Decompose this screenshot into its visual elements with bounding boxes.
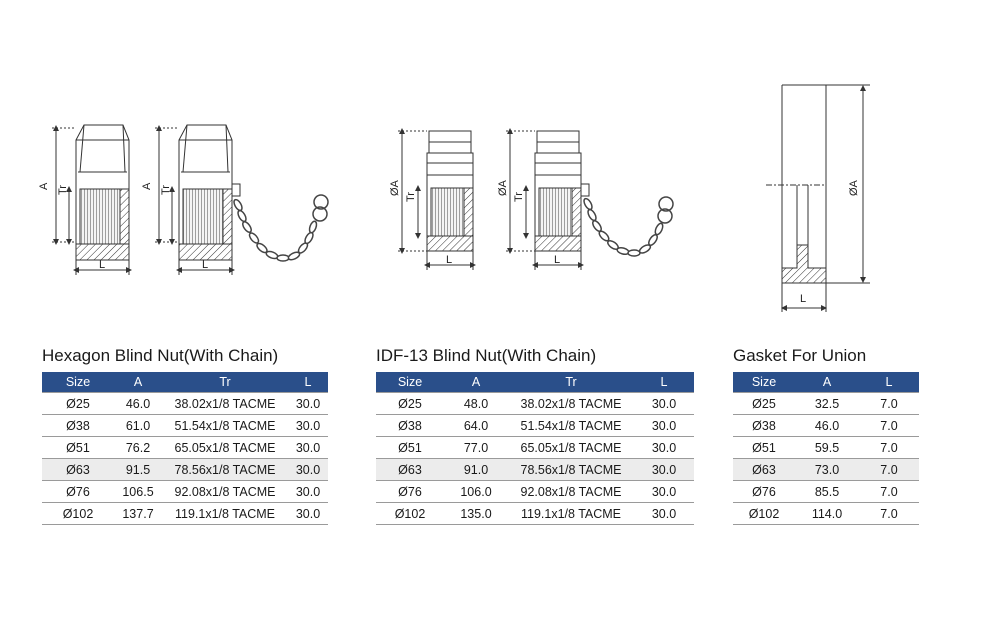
- hexagon-nut-drawing: [52, 125, 129, 275]
- cell: 73.0: [795, 459, 859, 481]
- cell: Ø102: [42, 503, 114, 525]
- column-header-a: A: [114, 372, 162, 393]
- cell: 65.05x1/8 TACME: [162, 437, 288, 459]
- cell: 77.0: [444, 437, 508, 459]
- cell: 7.0: [859, 503, 919, 525]
- table-row: [733, 503, 919, 525]
- gasket-table-section: [733, 346, 919, 525]
- cell: Ø38: [376, 415, 444, 437]
- dim-a-label-2: A: [141, 182, 153, 190]
- dim-tr-label-1: Tr: [57, 185, 69, 195]
- column-header-size: Size: [733, 372, 795, 393]
- table-row: [42, 437, 328, 459]
- cell: Ø51: [733, 437, 795, 459]
- table-header-row: [376, 372, 694, 393]
- table-header-row: [42, 372, 328, 393]
- table-row: [376, 459, 694, 481]
- table-row: [376, 437, 694, 459]
- cell: 7.0: [859, 393, 919, 415]
- cell: Ø38: [42, 415, 114, 437]
- column-header-l: L: [634, 372, 694, 393]
- cell: 78.56x1/8 TACME: [162, 459, 288, 481]
- cell: 65.05x1/8 TACME: [508, 437, 634, 459]
- cell: 106.5: [114, 481, 162, 503]
- column-header-tr: Tr: [162, 372, 288, 393]
- idf-nut-table: [376, 372, 694, 525]
- cell: 61.0: [114, 415, 162, 437]
- hexagon-nut-table: [42, 372, 328, 525]
- cell: 119.1x1/8 TACME: [162, 503, 288, 525]
- cell: 76.2: [114, 437, 162, 459]
- cell: 92.08x1/8 TACME: [508, 481, 634, 503]
- cell: 46.0: [114, 393, 162, 415]
- cell: 30.0: [634, 437, 694, 459]
- cell: 106.0: [444, 481, 508, 503]
- gasket-table: [733, 372, 919, 525]
- table-row: [733, 481, 919, 503]
- cell: 32.5: [795, 393, 859, 415]
- dim-tr-label-4: Tr: [513, 192, 525, 202]
- cell: 30.0: [634, 503, 694, 525]
- idf-nut-chain-drawing: [506, 131, 673, 270]
- cell: Ø25: [42, 393, 114, 415]
- cell: Ø51: [42, 437, 114, 459]
- cell: 119.1x1/8 TACME: [508, 503, 634, 525]
- dim-l-label-1: L: [99, 259, 106, 271]
- table-row: [42, 393, 328, 415]
- dim-l-label-5: L: [800, 293, 807, 305]
- cell: 30.0: [634, 393, 694, 415]
- dim-dia-a-label-1: ØA: [389, 180, 401, 196]
- gasket-drawing: [766, 85, 870, 312]
- dim-l-label-2: L: [202, 259, 209, 271]
- table-row: [42, 459, 328, 481]
- cell: Ø76: [376, 481, 444, 503]
- cell: 30.0: [288, 503, 328, 525]
- dim-l-label-3: L: [446, 254, 453, 266]
- cell: 7.0: [859, 459, 919, 481]
- cell: Ø38: [733, 415, 795, 437]
- cell: Ø63: [376, 459, 444, 481]
- cell: 30.0: [288, 459, 328, 481]
- cell: 30.0: [634, 459, 694, 481]
- cell: 51.54x1/8 TACME: [162, 415, 288, 437]
- cell: 30.0: [634, 481, 694, 503]
- cell: Ø25: [376, 393, 444, 415]
- column-header-tr: Tr: [508, 372, 634, 393]
- cell: 30.0: [634, 415, 694, 437]
- cell: Ø102: [733, 503, 795, 525]
- cell: Ø63: [733, 459, 795, 481]
- cell: 30.0: [288, 437, 328, 459]
- column-header-a: A: [795, 372, 859, 393]
- cell: Ø63: [42, 459, 114, 481]
- cell: 91.0: [444, 459, 508, 481]
- cell: Ø76: [42, 481, 114, 503]
- cell: 92.08x1/8 TACME: [162, 481, 288, 503]
- hexagon-nut-chain-drawing: [155, 125, 328, 275]
- column-header-size: Size: [376, 372, 444, 393]
- table-row: [733, 393, 919, 415]
- cell: 135.0: [444, 503, 508, 525]
- hexagon-nut-table-section: [42, 346, 328, 525]
- cell: Ø76: [733, 481, 795, 503]
- idf-nut-table-title: IDF-13 Blind Nut(With Chain): [376, 346, 597, 365]
- table-row: [42, 415, 328, 437]
- idf-nut-table-section: [376, 346, 694, 525]
- cell: 7.0: [859, 437, 919, 459]
- column-header-l: L: [288, 372, 328, 393]
- dim-dia-a-label-3: ØA: [848, 180, 860, 196]
- cell: 30.0: [288, 393, 328, 415]
- column-header-a: A: [444, 372, 508, 393]
- cell: 48.0: [444, 393, 508, 415]
- cell: 38.02x1/8 TACME: [508, 393, 634, 415]
- cell: Ø25: [733, 393, 795, 415]
- table-row: [733, 459, 919, 481]
- table-row: [376, 503, 694, 525]
- cell: 59.5: [795, 437, 859, 459]
- cell: 78.56x1/8 TACME: [508, 459, 634, 481]
- cell: 30.0: [288, 415, 328, 437]
- cell: 91.5: [114, 459, 162, 481]
- dim-tr-label-2: Tr: [160, 185, 172, 195]
- table-row: [733, 437, 919, 459]
- cell: 51.54x1/8 TACME: [508, 415, 634, 437]
- cell: Ø51: [376, 437, 444, 459]
- table-row: [42, 481, 328, 503]
- table-row: [376, 415, 694, 437]
- column-header-l: L: [859, 372, 919, 393]
- table-row: [42, 503, 328, 525]
- cell: 7.0: [859, 481, 919, 503]
- table-row: [376, 393, 694, 415]
- gasket-table-title: Gasket For Union: [733, 346, 867, 365]
- chain-1: [232, 195, 328, 261]
- hexagon-nut-table-title: Hexagon Blind Nut(With Chain): [42, 346, 279, 365]
- cell: 38.02x1/8 TACME: [162, 393, 288, 415]
- table-header-row: [733, 372, 919, 393]
- dim-tr-label-3: Tr: [405, 192, 417, 202]
- cell: 64.0: [444, 415, 508, 437]
- dim-a-label-1: A: [38, 182, 50, 190]
- cell: 30.0: [288, 481, 328, 503]
- cell: 114.0: [795, 503, 859, 525]
- table-row: [733, 415, 919, 437]
- table-row: [376, 481, 694, 503]
- cell: Ø102: [376, 503, 444, 525]
- cell: 85.5: [795, 481, 859, 503]
- dim-l-label-4: L: [554, 254, 561, 266]
- chain-2: [582, 197, 673, 256]
- cell: 7.0: [859, 415, 919, 437]
- cell: 46.0: [795, 415, 859, 437]
- dim-dia-a-label-2: ØA: [497, 180, 509, 196]
- cell: 137.7: [114, 503, 162, 525]
- column-header-size: Size: [42, 372, 114, 393]
